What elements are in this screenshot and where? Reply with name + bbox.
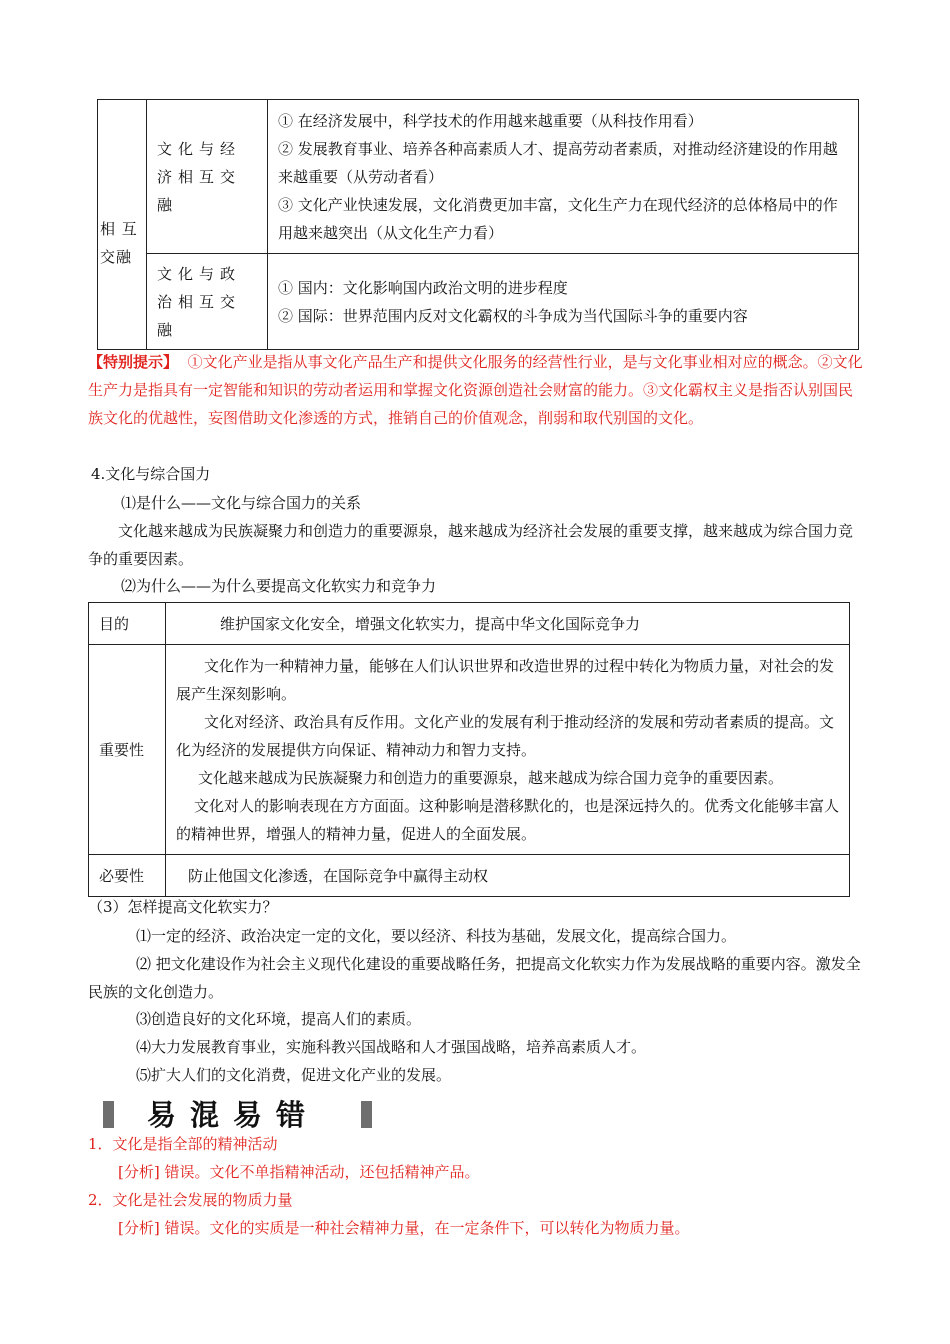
necessity-label: 必要性 <box>89 855 166 897</box>
mistake-statement: 2．文化是社会发展的物质力量 <box>88 1191 293 1209</box>
paragraph: 文化对经济、政治具有反作用。文化产业的发展有利于推动经济的发展和劳动者素质的提高。文化为经济的发展提供方向保证、精神动力和智力支持。 <box>176 712 835 759</box>
list-item: ① 在经济发展中，科学技术的作用越来越重要（从科技作用看） <box>278 111 703 130</box>
culture-interaction-table <box>97 99 859 350</box>
list-item: ⑵ 把文化建设作为社会主义现代化建设的重要战略任务，把提高文化软实力作为发展战略的重要内容。激发全民族的文化创造力。 <box>88 955 861 1001</box>
tip-text: ①文化产业是指从事文化产品生产和提供文化服务的经营性行业，是与文化事业相对应的概念。②文化生产力是指具有一定智能和知识的劳动者运用和掌握文化资源创造社会财富的能力。③文化霸权主义是指否认别国民族文化的优越性，妄图借助文化渗透的方式，推销自己的价值观念，削弱和取代别国的文化。 <box>88 353 863 427</box>
purpose-label: 目的 <box>89 603 166 645</box>
row-content-economy <box>268 100 859 254</box>
tip-heading: 【特别提示】 <box>88 353 179 371</box>
list-item: ⑷大力发展教育事业，实施科教兴国战略和人才强国战略，培养高素质人才。 <box>136 1038 647 1056</box>
row-label-economy: 文化与经济相互交融 <box>147 100 268 254</box>
list-item: ② 国际：世界范围内反对文化霸权的斗争成为当代国际斗争的重要内容 <box>278 306 748 325</box>
section-4-title: 4.文化与综合国力 <box>91 465 211 483</box>
list-item: ② 发展教育事业、培养各种高素质人才、提高劳动者素质，对推动经济建设的作用越来越重要（从劳动者看） <box>278 139 838 186</box>
paragraph: 文化作为一种精神力量，能够在人们认识世界和改造世界的过程中转化为物质力量，对社会的发展产生深刻影响。 <box>176 656 835 703</box>
paragraph: 文化越来越成为民族凝聚力和创造力的重要源泉，越来越成为综合国力竞争的重要因素。 <box>198 768 784 787</box>
banner-bar-left <box>103 1101 114 1128</box>
list-item: ③ 文化产业快速发展，文化消费更加丰富，文化生产力在现代经济的总体格局中的作用越来越突出（从文化生产力看） <box>278 195 838 242</box>
mistake-analysis: [分析] 错误。文化的实质是一种社会精神力量，在一定条件下，可以转化为物质力量。 <box>118 1219 690 1237</box>
banner-bar-right <box>361 1101 372 1128</box>
row-label-politics: 文化与政治相互交融 <box>147 254 268 350</box>
question-1-answer: 文化越来越成为民族凝聚力和创造力的重要源泉，越来越成为经济社会发展的重要支撑，越来越成为综合国力竞争的重要因素。 <box>88 522 854 568</box>
special-tip <box>88 348 864 432</box>
question-2: ⑵为什么——为什么要提高文化软实力和竞争力 <box>121 577 437 595</box>
row-content-politics <box>268 254 859 350</box>
importance-label: 重要性 <box>89 645 166 855</box>
purpose-text: 维护国家文化安全，增强文化软实力，提高中华文化国际竞争力 <box>166 603 850 645</box>
importance-text <box>166 645 850 855</box>
list-item: ① 国内：文化影响国内政治文明的进步程度 <box>278 278 568 297</box>
mistake-analysis: [分析] 错误。文化不单指精神活动，还包括精神产品。 <box>118 1163 480 1181</box>
banner-title: 易混易错 <box>147 1098 320 1132</box>
question-1: ⑴是什么——文化与综合国力的关系 <box>121 494 362 512</box>
necessity-text: 防止他国文化渗透，在国际竞争中赢得主动权 <box>166 855 850 897</box>
category-label: 相 互 交融 <box>100 219 138 266</box>
mistake-statement: 1．文化是指全部的精神活动 <box>88 1135 278 1153</box>
category-cell <box>98 100 147 350</box>
section-3-title: （3）怎样提高文化软实力？ <box>88 898 278 916</box>
list-item: ⑶创造良好的文化环境，提高人们的素质。 <box>136 1010 422 1028</box>
list-item: ⑸扩大人们的文化消费，促进文化产业的发展。 <box>136 1066 452 1084</box>
list-item: ⑴一定的经济、政治决定一定的文化，要以经济、科技为基础，发展文化，提高综合国力。 <box>136 927 737 945</box>
paragraph: 文化对人的影响表现在方方面面。这种影响是潜移默化的，也是深远持久的。优秀文化能够丰富人的精神世界，增强人的精神力量，促进人的全面发展。 <box>176 796 840 843</box>
why-improve-table <box>88 602 850 897</box>
section-banner <box>103 1097 375 1133</box>
